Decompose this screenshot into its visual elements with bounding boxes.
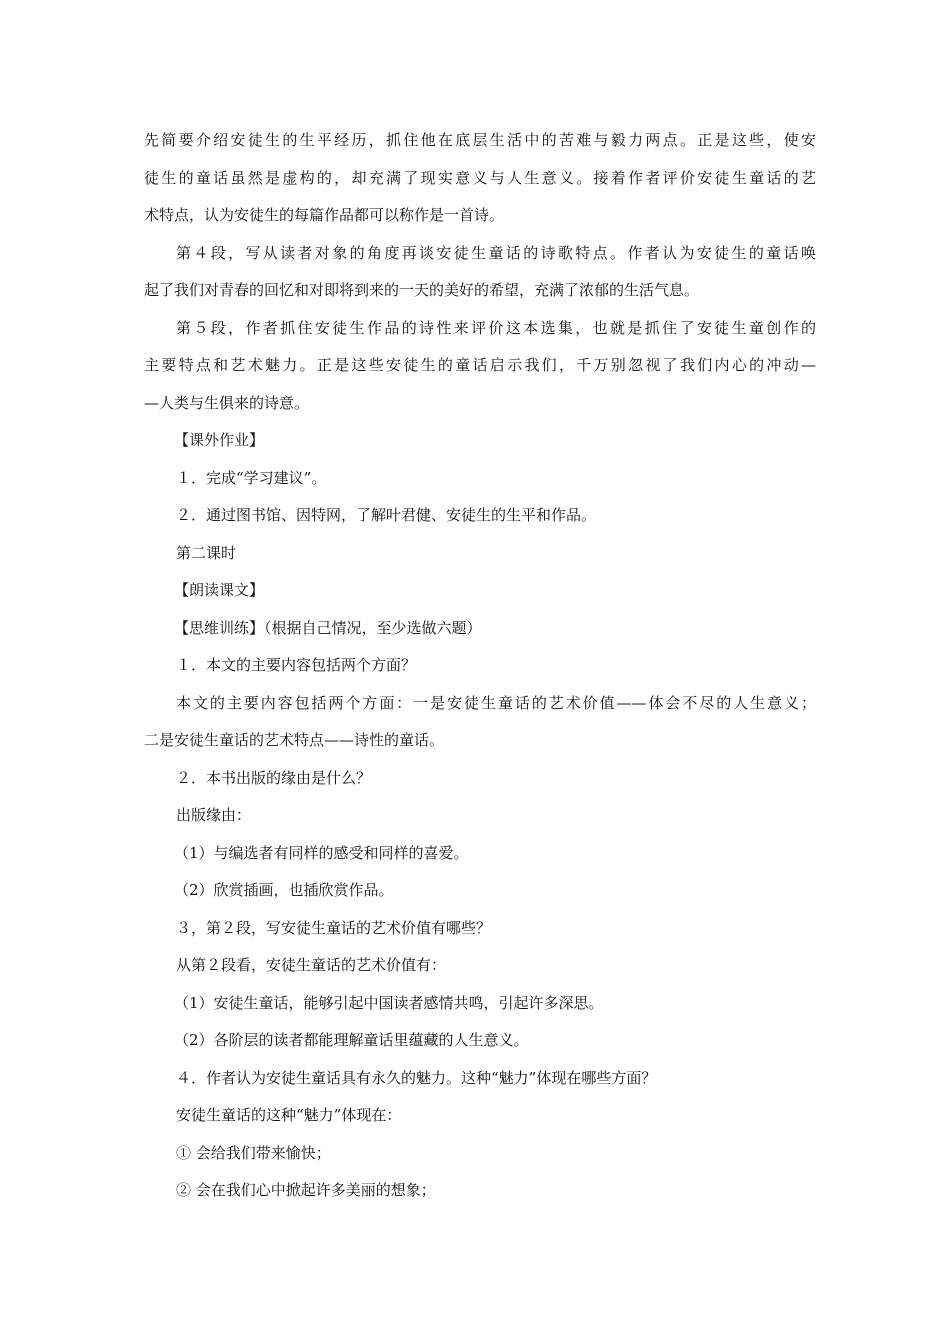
answer-line: 本文的主要内容包括两个方面：一是安徒生童话的艺术价值——体会不尽的人生意义； xyxy=(176,693,816,712)
document-body xyxy=(144,122,816,1210)
answer-line: ② 会在我们心中掀起许多美丽的想象； xyxy=(176,1181,436,1199)
paragraph-line: —人类与生俱来的诗意。 xyxy=(144,393,310,412)
section-heading: 【朗读课文】 xyxy=(174,581,265,599)
answer-line: 二是安徒生童话的艺术特点——诗性的童话。 xyxy=(144,731,445,749)
section-heading: 【课外作业】 xyxy=(174,431,265,449)
question-item: ３，第２段，写安徒生童话的艺术价值有哪些？ xyxy=(176,918,492,937)
answer-line: （1）安徒生童话，能够引起中国读者感情共鸣，引起许多深思。 xyxy=(174,993,604,1012)
paragraph-line: 起了我们对青春的回忆和对即将到来的一天的美好的希望，充满了浓郁的生活气息。 xyxy=(144,281,700,299)
paragraph-line: 术特点，认为安徒生的每篇作品都可以称作是一首诗。 xyxy=(144,206,505,224)
answer-line: ① 会给我们带来愉快； xyxy=(176,1143,331,1162)
answer-line: 从第２段看，安徒生童话的艺术价值有： xyxy=(176,956,447,974)
answer-line: 安徒生童话的这种“魅力”体现在： xyxy=(176,1106,402,1124)
paragraph-line: 主要特点和艺术魅力。正是这些安徒生的童话启示我们，千万别忽视了我们内心的冲动— xyxy=(144,356,816,374)
answer-line: 出版缘由： xyxy=(176,806,252,824)
answer-line: （2）各阶层的读者都能理解童话里蕴藏的人生意义。 xyxy=(174,1031,529,1049)
paragraph-line: 先简要介绍安徒生的生平经历，抓住他在底层生活中的苦难与毅力两点。正是这些，使安 xyxy=(144,131,816,149)
question-item: ４．作者认为安徒生童话具有永久的魅力。这种“魅力”体现在哪些方面？ xyxy=(176,1068,657,1087)
paragraph-line: 第４段，写从读者对象的角度再谈安徒生童话的诗歌特点。作者认为安徒生的童话唤 xyxy=(176,243,816,262)
paragraph-line: 徒生的童话虽然是虚构的，却充满了现实意义与人生意义。接着作者评价安徒生童话的艺 xyxy=(144,168,816,187)
question-item: １．本文的主要内容包括两个方面？ xyxy=(176,656,417,674)
list-item: ２．通过图书馆、因特网，了解叶君健、安徒生的生平和作品。 xyxy=(176,506,597,524)
section-heading: 第二课时 xyxy=(176,543,237,562)
question-item: ２．本书出版的缘由是什么？ xyxy=(176,768,372,787)
list-item: １．完成“学习建议”。 xyxy=(176,468,327,487)
paragraph-line: 第５段，作者抓住安徒生作品的诗性来评价这本选集，也就是抓住了安徒生童创作的 xyxy=(176,318,816,337)
answer-line: （2）欣赏插画，也插欣赏作品。 xyxy=(174,881,394,899)
section-heading: 【思维训练】（根据自己情况，至少选做六题） xyxy=(174,618,482,637)
answer-line: （1）与编选者有同样的感受和同样的喜爱。 xyxy=(174,843,469,862)
